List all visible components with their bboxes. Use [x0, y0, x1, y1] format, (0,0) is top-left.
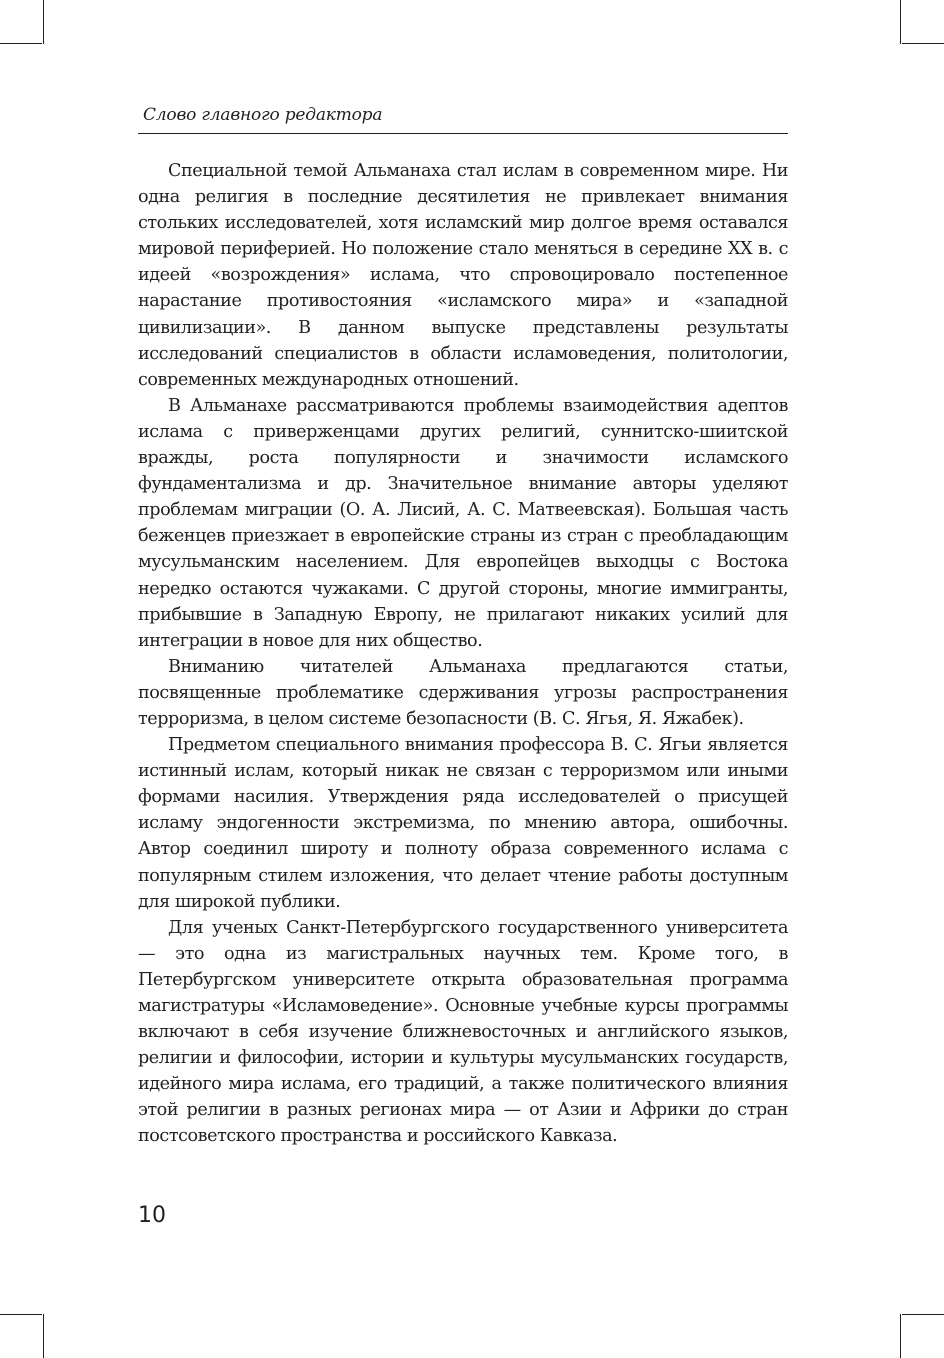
paragraph-1: Специальной темой Альманаха стал ислам в современном мире. Ни одна религия в последние десятилетия не привлекает внимания стольких исследователей, хотя исламский мир долгое время оставался мировой периферией. Но положение стало меняться в середине XX в. с идеей «возрождения» ислама, что спровоцировало постепенное нарастание противостояния «исламского мира» и «западной цивилизации». В данном выпуске представлены результаты исследований специалистов в области исламоведения, политологии, современных международных отношений.	[138, 161, 788, 390]
crop-mark-top-right-horizontal	[902, 43, 944, 44]
crop-mark-top-right	[900, 0, 901, 44]
body-text	[138, 158, 788, 1150]
running-head: Слово главного редактора	[143, 105, 383, 125]
crop-mark-bottom-left-horizontal	[0, 1314, 42, 1315]
paragraph-2: В Альманахе рассматриваются проблемы взаимодействия адептов ислама с приверженцами других религий, суннитско-шиитской вражды, роста популярности и значимости исламского фундаментализма и др. Значительное внимание авторы уделяют проблемам миграции (О. А. Лисий, А. С. Матвеевская). Большая часть беженцев приезжает в европейские страны из стран с преобладающим мусульманским населением. Для европейцев выходцы с Востока нередко остаются чужаками. С другой стороны, многие иммигранты, прибывшие в Западную Европу, не прилагают никаких усилий для интеграции в новое для них общество.	[138, 395, 788, 651]
crop-mark-top-left	[43, 0, 44, 44]
crop-mark-bottom-right-horizontal	[902, 1314, 944, 1315]
crop-mark-bottom-left	[43, 1314, 44, 1358]
crop-mark-top-left-horizontal	[0, 43, 42, 44]
crop-mark-bottom-right	[900, 1314, 901, 1358]
paragraph-5: Для ученых Санкт-Петербургского государственного университета — это одна из магистральных научных тем. Кроме того, в Петербургском университете открыта образовательная программа магистратуры «Исламоведение». Основные учебные курсы программы включают в себя изучение ближневосточных и английского языков, религии и философии, истории и культуры мусульманских государств, идейного мира ислама, его традиций, а также политического влияния этой религии в разных регионах мира — от Азии и Африки до стран постсоветского пространства и российского Кавказа.	[138, 917, 788, 1147]
paragraph-4: Предметом специального внимания профессора В. С. Ягьи является истинный ислам, который никак не связан с терроризмом или иными формами насилия. Утверждения ряда исследователей о присущей исламу эндогенности экстремизма, по мнению автора, ошибочны. Автор соединил широту и полноту образа современного ислама с популярным стилем изложения, что делает чтение работы доступным для широкой публики.	[138, 735, 788, 912]
paragraph-3: Вниманию читателей Альманаха предлагаются статьи, посвященные проблематике сдерживания угрозы распространения терроризма, в целом системе безопасности (В. С. Ягья, Я. Яжабек).	[138, 656, 788, 729]
page-number: 10	[138, 1203, 166, 1228]
header-rule	[138, 133, 788, 134]
